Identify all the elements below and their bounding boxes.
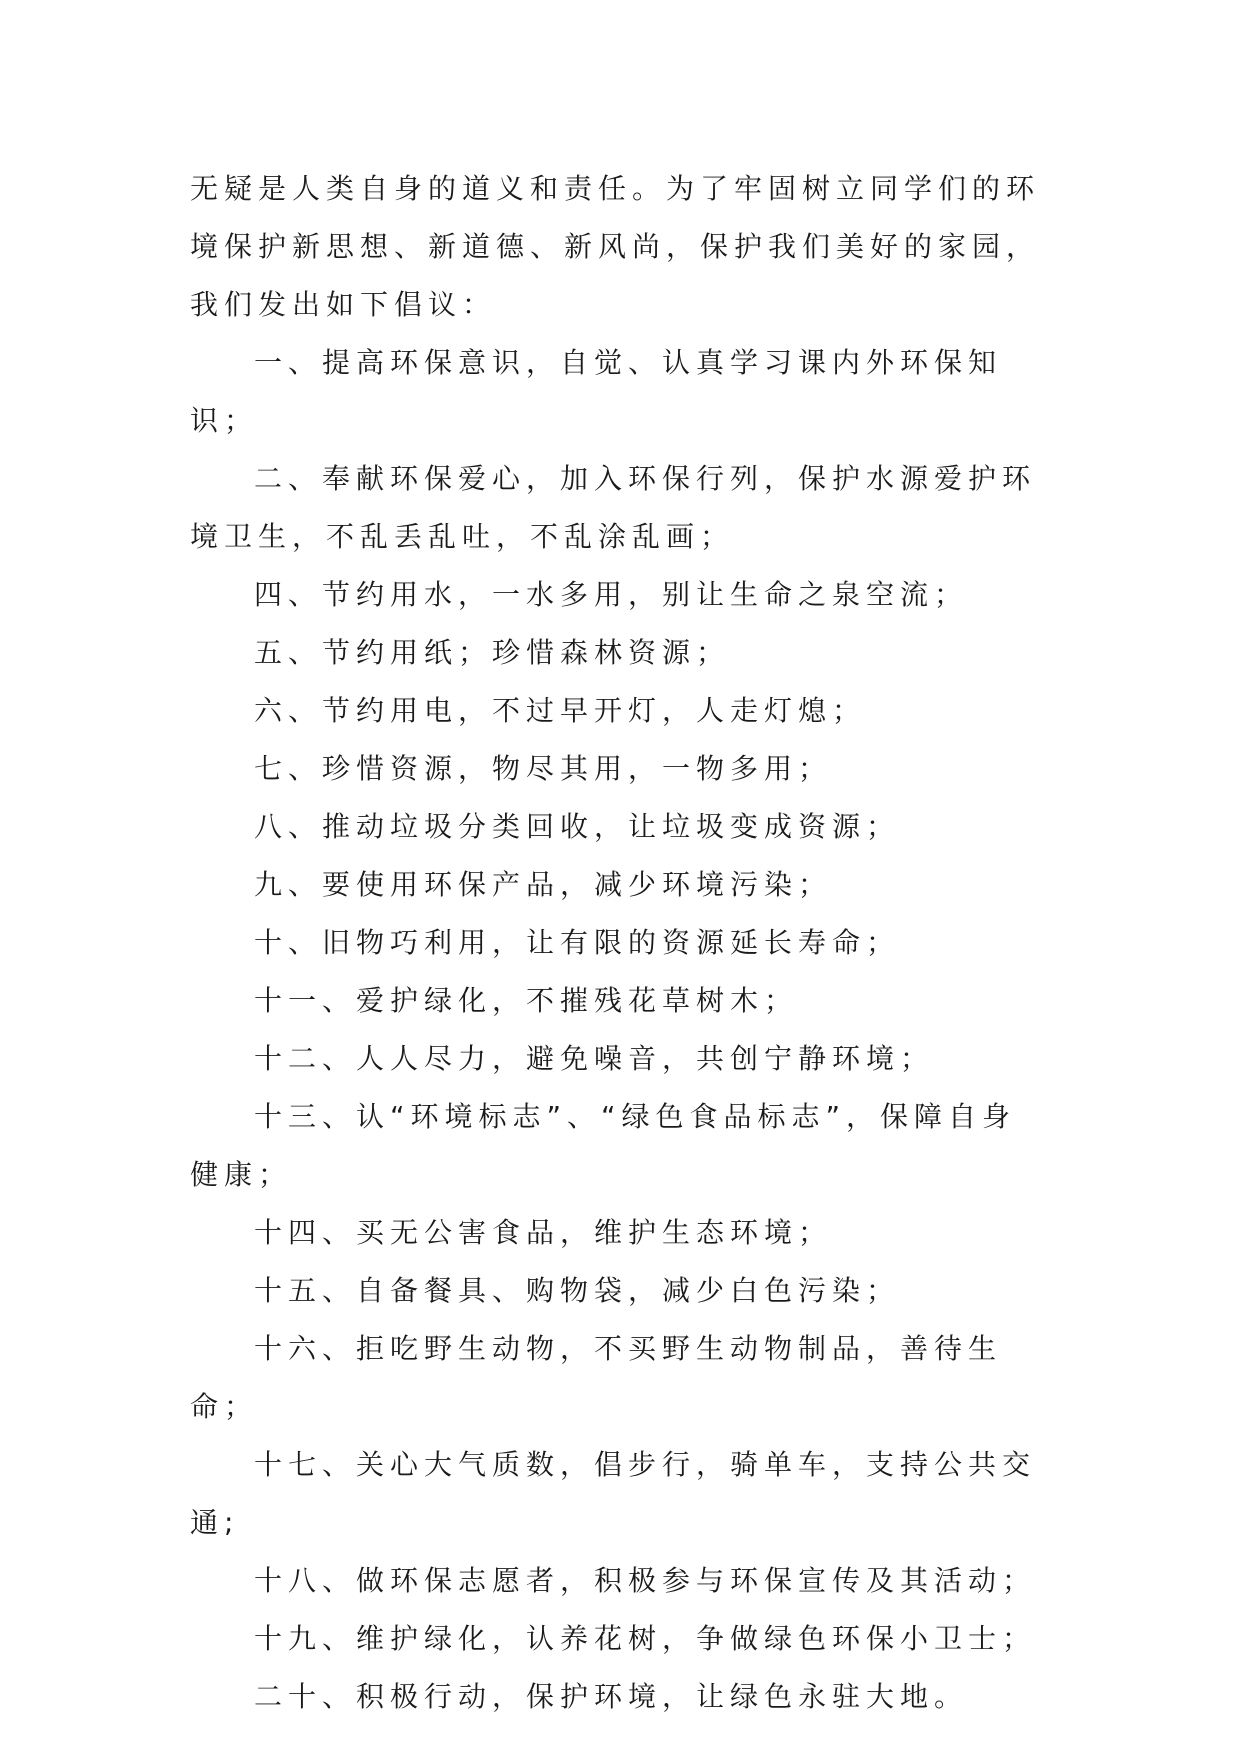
proposal-item-1: 一、提高环保意识，自觉、认真学习课内外环保知识； — [190, 346, 1003, 437]
proposal-item-12: 十二、人人尽力，避免噪音，共创宁静环境； — [254, 1042, 935, 1075]
proposal-item-13: 十三、认“环境标志”、“绿色食品标志”，保障自身健康； — [190, 1100, 1017, 1191]
proposal-item-5: 五、节约用纸；珍惜森林资源； — [254, 636, 731, 669]
proposal-item-18: 十八、做环保志愿者，积极参与环保宣传及其活动； — [254, 1564, 1037, 1597]
proposal-item-20: 二十、积极行动，保护环境，让绿色永驻大地。 — [254, 1680, 969, 1713]
proposal-item-9: 九、要使用环保产品，减少环境污染； — [254, 868, 833, 901]
proposal-item-8: 八、推动垃圾分类回收，让垃圾变成资源； — [254, 810, 901, 843]
document-body — [190, 160, 1050, 1726]
proposal-item-14: 十四、买无公害食品，维护生态环境； — [254, 1216, 833, 1249]
intro-paragraph: 无疑是人类自身的道义和责任。为了牢固树立同学们的环境保护新思想、新道德、新风尚，保护我们美好的家园，我们发出如下倡议： — [190, 172, 1041, 321]
proposal-item-7: 七、珍惜资源，物尽其用，一物多用； — [254, 752, 833, 785]
proposal-item-10: 十、旧物巧利用，让有限的资源延长寿命； — [254, 926, 901, 959]
proposal-item-6: 六、节约用电，不过早开灯，人走灯熄； — [254, 694, 867, 727]
proposal-item-11: 十一、爱护绿化，不摧残花草树木； — [254, 984, 799, 1017]
proposal-item-16: 十六、拒吃野生动物，不买野生动物制品，善待生命； — [190, 1332, 1003, 1423]
proposal-item-19: 十九、维护绿化，认养花树，争做绿色环保小卫士； — [254, 1622, 1037, 1655]
proposal-item-2: 二、奉献环保爱心，加入环保行列，保护水源爱护环境卫生，不乱丢乱吐，不乱涂乱画； — [190, 462, 1037, 553]
proposal-item-4: 四、节约用水，一水多用，别让生命之泉空流； — [254, 578, 969, 611]
proposal-item-15: 十五、自备餐具、购物袋，减少白色污染； — [254, 1274, 901, 1307]
proposal-item-17: 十七、关心大气质数，倡步行，骑单车，支持公共交通; — [190, 1448, 1037, 1539]
